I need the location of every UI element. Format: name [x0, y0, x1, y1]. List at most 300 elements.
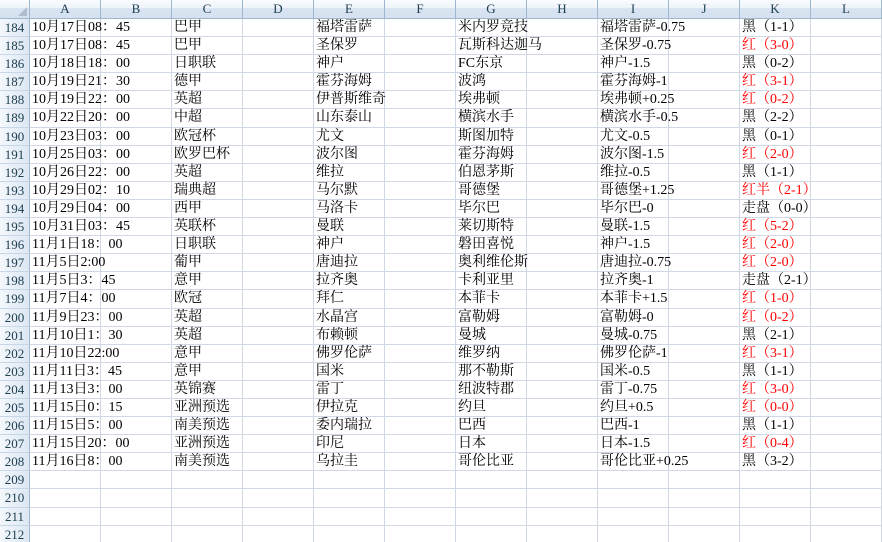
cell-league[interactable]: 南美预选 [172, 453, 243, 471]
cell-empty-H[interactable] [527, 55, 598, 73]
cell-empty-H[interactable] [527, 471, 598, 489]
cell-empty-B[interactable] [101, 218, 172, 236]
cell-empty-B[interactable] [101, 309, 172, 327]
cell-empty-H[interactable] [527, 381, 598, 399]
cell-empty-B[interactable] [101, 526, 172, 542]
cell-away-team[interactable]: 日本 [456, 435, 527, 453]
cell-empty-D[interactable] [243, 272, 314, 290]
cell-handicap[interactable]: 唐迪拉-0.75 [598, 254, 669, 272]
row-header[interactable]: 188 [0, 91, 30, 109]
cell-league[interactable]: 英联杯 [172, 218, 243, 236]
cell-empty-J[interactable] [669, 109, 740, 127]
cell-home-team[interactable]: 伊普斯维奇 [314, 91, 385, 109]
cell-empty-F[interactable] [385, 218, 456, 236]
cell-empty-L[interactable] [811, 508, 882, 526]
cell-empty-L[interactable] [811, 417, 882, 435]
cell-home-team[interactable]: 马尔默 [314, 182, 385, 200]
cell-empty-D[interactable] [243, 91, 314, 109]
cell-empty-J[interactable] [669, 399, 740, 417]
cell-empty-H[interactable] [527, 417, 598, 435]
cell-handicap[interactable]: 维拉-0.5 [598, 164, 669, 182]
cell-empty-L[interactable] [811, 91, 882, 109]
cell-empty-L[interactable] [811, 55, 882, 73]
cell-result[interactable]: 黑（1-1） [740, 417, 811, 435]
cell-away-team[interactable]: 约旦 [456, 399, 527, 417]
cell-handicap[interactable]: 拉齐奥-1 [598, 272, 669, 290]
cell-league[interactable]: 意甲 [172, 363, 243, 381]
cell-home-team[interactable] [314, 508, 385, 526]
cell-home-team[interactable]: 神户 [314, 55, 385, 73]
cell-empty-D[interactable] [243, 489, 314, 507]
cell-empty-H[interactable] [527, 399, 598, 417]
cell-empty-L[interactable] [811, 453, 882, 471]
cell-empty-J[interactable] [669, 345, 740, 363]
cell-empty-J[interactable] [669, 128, 740, 146]
cell-empty-D[interactable] [243, 218, 314, 236]
cell-result[interactable]: 红（2-0） [740, 254, 811, 272]
cell-league[interactable]: 英超 [172, 309, 243, 327]
cell-home-team[interactable]: 拉齐奥 [314, 272, 385, 290]
cell-league[interactable]: 葡甲 [172, 254, 243, 272]
cell-date[interactable]: 10月25日03：00 [30, 146, 101, 164]
cell-date[interactable] [30, 526, 101, 542]
column-header-L[interactable]: L [811, 0, 882, 18]
column-header-H[interactable]: H [527, 0, 598, 18]
cell-empty-B[interactable] [101, 489, 172, 507]
row-header[interactable]: 195 [0, 218, 30, 236]
cell-away-team[interactable]: 毕尔巴 [456, 200, 527, 218]
cell-home-team[interactable]: 圣保罗 [314, 37, 385, 55]
cell-league[interactable]: 亚洲预选 [172, 435, 243, 453]
cell-league[interactable]: 西甲 [172, 200, 243, 218]
cell-empty-F[interactable] [385, 526, 456, 542]
cell-empty-D[interactable] [243, 508, 314, 526]
cell-result[interactable]: 红（0-4） [740, 435, 811, 453]
cell-empty-H[interactable] [527, 254, 598, 272]
cell-empty-L[interactable] [811, 146, 882, 164]
cell-result[interactable]: 黑（3-2） [740, 453, 811, 471]
cell-empty-L[interactable] [811, 363, 882, 381]
cell-result[interactable]: 黑（1-1） [740, 164, 811, 182]
cell-result[interactable]: 红（3-1） [740, 345, 811, 363]
cell-empty-H[interactable] [527, 453, 598, 471]
cell-empty-J[interactable] [669, 19, 740, 37]
cell-empty-D[interactable] [243, 236, 314, 254]
cell-home-team[interactable]: 维拉 [314, 164, 385, 182]
cell-empty-H[interactable] [527, 200, 598, 218]
cell-empty-B[interactable] [101, 254, 172, 272]
cell-home-team[interactable]: 福塔雷萨 [314, 19, 385, 37]
cell-league[interactable]: 巴甲 [172, 19, 243, 37]
cell-empty-J[interactable] [669, 471, 740, 489]
cell-empty-F[interactable] [385, 128, 456, 146]
cell-empty-J[interactable] [669, 254, 740, 272]
cell-away-team[interactable]: 霍芬海姆 [456, 146, 527, 164]
cell-date[interactable]: 10月29日02：10 [30, 182, 101, 200]
cell-empty-F[interactable] [385, 435, 456, 453]
cell-empty-L[interactable] [811, 435, 882, 453]
cell-handicap[interactable]: 巴西-1 [598, 417, 669, 435]
cell-empty-L[interactable] [811, 19, 882, 37]
row-header[interactable]: 193 [0, 182, 30, 200]
cell-home-team[interactable]: 国米 [314, 363, 385, 381]
cell-empty-J[interactable] [669, 272, 740, 290]
cell-home-team[interactable]: 委内瑞拉 [314, 417, 385, 435]
cell-date[interactable]: 10月29日04：00 [30, 200, 101, 218]
cell-empty-B[interactable] [101, 109, 172, 127]
cell-league[interactable]: 巴甲 [172, 37, 243, 55]
cell-date[interactable]: 10月18日18：00 [30, 55, 101, 73]
cell-empty-B[interactable] [101, 200, 172, 218]
cell-league[interactable] [172, 526, 243, 542]
cell-date[interactable]: 11月9日23：00 [30, 309, 101, 327]
column-header-J[interactable]: J [669, 0, 740, 18]
column-header-D[interactable]: D [243, 0, 314, 18]
cell-away-team[interactable]: 磐田喜悦 [456, 236, 527, 254]
cell-empty-D[interactable] [243, 200, 314, 218]
cell-date[interactable] [30, 508, 101, 526]
cell-league[interactable]: 欧罗巴杯 [172, 146, 243, 164]
cell-empty-L[interactable] [811, 309, 882, 327]
cell-empty-J[interactable] [669, 508, 740, 526]
row-header[interactable]: 207 [0, 435, 30, 453]
cell-empty-B[interactable] [101, 471, 172, 489]
cell-empty-H[interactable] [527, 345, 598, 363]
cell-league[interactable] [172, 471, 243, 489]
cell-handicap[interactable]: 本菲卡+1.5 [598, 290, 669, 308]
row-header[interactable]: 185 [0, 37, 30, 55]
cell-empty-B[interactable] [101, 272, 172, 290]
cell-empty-J[interactable] [669, 55, 740, 73]
cell-empty-L[interactable] [811, 399, 882, 417]
row-header[interactable]: 205 [0, 399, 30, 417]
cell-handicap[interactable]: 佛罗伦萨-1 [598, 345, 669, 363]
cell-league[interactable]: 瑞典超 [172, 182, 243, 200]
row-header[interactable]: 210 [0, 489, 30, 507]
cell-league[interactable]: 英超 [172, 91, 243, 109]
cell-away-team[interactable]: 米内罗竞技 [456, 19, 527, 37]
cell-handicap[interactable]: 哥伦比亚+0.25 [598, 453, 669, 471]
cell-empty-H[interactable] [527, 164, 598, 182]
cell-away-team[interactable]: 奥利维伦斯 [456, 254, 527, 272]
cell-empty-H[interactable] [527, 19, 598, 37]
cell-empty-B[interactable] [101, 73, 172, 91]
cell-date[interactable]: 11月5日3：45 [30, 272, 101, 290]
cell-empty-J[interactable] [669, 290, 740, 308]
row-header[interactable]: 184 [0, 19, 30, 37]
cell-league[interactable]: 意甲 [172, 345, 243, 363]
cell-empty-B[interactable] [101, 55, 172, 73]
cell-result[interactable]: 黑（0-2） [740, 55, 811, 73]
cell-empty-D[interactable] [243, 254, 314, 272]
cell-empty-L[interactable] [811, 37, 882, 55]
cell-empty-H[interactable] [527, 236, 598, 254]
cell-empty-B[interactable] [101, 236, 172, 254]
cell-empty-B[interactable] [101, 37, 172, 55]
cell-empty-J[interactable] [669, 489, 740, 507]
cell-result[interactable]: 黑（1-1） [740, 19, 811, 37]
cell-result[interactable] [740, 508, 811, 526]
cell-empty-D[interactable] [243, 453, 314, 471]
cell-empty-L[interactable] [811, 272, 882, 290]
cell-date[interactable]: 10月19日22：00 [30, 91, 101, 109]
cell-date[interactable]: 10月17日08：45 [30, 19, 101, 37]
cell-empty-J[interactable] [669, 91, 740, 109]
column-header-K[interactable]: K [740, 0, 811, 18]
cell-handicap[interactable]: 毕尔巴-0 [598, 200, 669, 218]
cell-empty-F[interactable] [385, 272, 456, 290]
cell-empty-B[interactable] [101, 508, 172, 526]
cell-handicap[interactable]: 福塔雷萨-0.75 [598, 19, 669, 37]
cell-result[interactable]: 红（2-0） [740, 146, 811, 164]
cell-empty-F[interactable] [385, 91, 456, 109]
cell-empty-F[interactable] [385, 471, 456, 489]
cell-home-team[interactable]: 唐迪拉 [314, 254, 385, 272]
cell-away-team[interactable]: 那不勒斯 [456, 363, 527, 381]
cell-empty-J[interactable] [669, 363, 740, 381]
select-all-corner[interactable] [0, 0, 30, 18]
cell-empty-D[interactable] [243, 55, 314, 73]
row-header[interactable]: 191 [0, 146, 30, 164]
cell-empty-L[interactable] [811, 254, 882, 272]
cell-empty-H[interactable] [527, 128, 598, 146]
cell-empty-D[interactable] [243, 363, 314, 381]
cell-home-team[interactable]: 山东泰山 [314, 109, 385, 127]
cell-away-team[interactable]: 曼城 [456, 327, 527, 345]
cell-away-team[interactable]: 埃弗顿 [456, 91, 527, 109]
cell-away-team[interactable]: 瓦斯科达迦马 [456, 37, 527, 55]
cell-result[interactable]: 黑（2-2） [740, 109, 811, 127]
cell-away-team[interactable] [456, 526, 527, 542]
cell-empty-B[interactable] [101, 290, 172, 308]
cell-empty-D[interactable] [243, 290, 314, 308]
cell-empty-L[interactable] [811, 218, 882, 236]
cell-empty-F[interactable] [385, 146, 456, 164]
cell-result[interactable]: 红半（2-1） [740, 182, 811, 200]
cell-empty-B[interactable] [101, 453, 172, 471]
cell-away-team[interactable]: FC东京 [456, 55, 527, 73]
cell-empty-L[interactable] [811, 128, 882, 146]
cell-empty-F[interactable] [385, 200, 456, 218]
cell-date[interactable]: 10月19日21：30 [30, 73, 101, 91]
cell-empty-J[interactable] [669, 73, 740, 91]
cell-date[interactable]: 11月15日5：00 [30, 417, 101, 435]
cell-empty-L[interactable] [811, 526, 882, 542]
cell-date[interactable]: 11月5日2:00 [30, 254, 101, 272]
cell-handicap[interactable] [598, 526, 669, 542]
cell-empty-D[interactable] [243, 417, 314, 435]
cell-handicap[interactable]: 波尔图-1.5 [598, 146, 669, 164]
cell-handicap[interactable]: 国米-0.5 [598, 363, 669, 381]
row-header[interactable]: 206 [0, 417, 30, 435]
cell-empty-L[interactable] [811, 345, 882, 363]
cell-result[interactable]: 红（3-0） [740, 381, 811, 399]
cell-empty-B[interactable] [101, 91, 172, 109]
cell-away-team[interactable] [456, 471, 527, 489]
cell-league[interactable]: 中超 [172, 109, 243, 127]
cell-empty-F[interactable] [385, 236, 456, 254]
cell-empty-H[interactable] [527, 435, 598, 453]
cell-handicap[interactable]: 约旦+0.5 [598, 399, 669, 417]
column-header-G[interactable]: G [456, 0, 527, 18]
cell-league[interactable] [172, 489, 243, 507]
cell-empty-L[interactable] [811, 109, 882, 127]
row-header[interactable]: 187 [0, 73, 30, 91]
row-header[interactable]: 197 [0, 254, 30, 272]
cell-empty-L[interactable] [811, 164, 882, 182]
row-header[interactable]: 194 [0, 200, 30, 218]
cell-empty-B[interactable] [101, 363, 172, 381]
cell-empty-F[interactable] [385, 489, 456, 507]
cell-away-team[interactable]: 富勒姆 [456, 309, 527, 327]
cell-empty-D[interactable] [243, 345, 314, 363]
cell-empty-B[interactable] [101, 345, 172, 363]
cell-empty-H[interactable] [527, 146, 598, 164]
cell-date[interactable]: 10月17日08：45 [30, 37, 101, 55]
cell-away-team[interactable]: 纽波特郡 [456, 381, 527, 399]
cell-home-team[interactable]: 曼联 [314, 218, 385, 236]
cell-result[interactable] [740, 489, 811, 507]
row-header[interactable]: 189 [0, 109, 30, 127]
cell-home-team[interactable]: 波尔图 [314, 146, 385, 164]
cell-empty-H[interactable] [527, 363, 598, 381]
cell-empty-B[interactable] [101, 381, 172, 399]
cell-empty-D[interactable] [243, 109, 314, 127]
cell-empty-B[interactable] [101, 19, 172, 37]
cell-handicap[interactable] [598, 508, 669, 526]
row-header[interactable]: 192 [0, 164, 30, 182]
cell-result[interactable]: 走盘（0-0） [740, 200, 811, 218]
cell-empty-B[interactable] [101, 399, 172, 417]
cell-empty-F[interactable] [385, 327, 456, 345]
cell-league[interactable]: 日职联 [172, 236, 243, 254]
cell-empty-F[interactable] [385, 453, 456, 471]
cell-away-team[interactable]: 卡利亚里 [456, 272, 527, 290]
cell-result[interactable]: 红（1-0） [740, 290, 811, 308]
cell-date[interactable]: 10月23日03：00 [30, 128, 101, 146]
cell-handicap[interactable]: 日本-1.5 [598, 435, 669, 453]
cell-away-team[interactable]: 哥德堡 [456, 182, 527, 200]
cell-home-team[interactable]: 印尼 [314, 435, 385, 453]
cell-empty-F[interactable] [385, 290, 456, 308]
cell-home-team[interactable]: 雷丁 [314, 381, 385, 399]
cell-date[interactable]: 10月22日20：00 [30, 109, 101, 127]
cell-empty-H[interactable] [527, 37, 598, 55]
cell-empty-F[interactable] [385, 345, 456, 363]
cell-handicap[interactable]: 圣保罗-0.75 [598, 37, 669, 55]
cell-result[interactable]: 走盘（2-1） [740, 272, 811, 290]
cell-home-team[interactable]: 霍芬海姆 [314, 73, 385, 91]
cell-away-team[interactable]: 斯图加特 [456, 128, 527, 146]
cell-empty-H[interactable] [527, 489, 598, 507]
cell-result[interactable]: 黑（0-1） [740, 128, 811, 146]
cell-result[interactable]: 红（3-1） [740, 73, 811, 91]
cell-date[interactable]: 11月10日22:00 [30, 345, 101, 363]
cell-result[interactable]: 红（5-2） [740, 218, 811, 236]
cell-empty-J[interactable] [669, 327, 740, 345]
cell-away-team[interactable] [456, 508, 527, 526]
cell-league[interactable]: 亚洲预选 [172, 399, 243, 417]
row-header[interactable]: 199 [0, 290, 30, 308]
cell-empty-B[interactable] [101, 128, 172, 146]
cell-date[interactable]: 11月15日0：15 [30, 399, 101, 417]
cell-home-team[interactable]: 神户 [314, 236, 385, 254]
cell-league[interactable]: 欧冠 [172, 290, 243, 308]
cell-empty-D[interactable] [243, 128, 314, 146]
cell-empty-F[interactable] [385, 19, 456, 37]
cell-empty-J[interactable] [669, 417, 740, 435]
cell-empty-F[interactable] [385, 399, 456, 417]
cell-handicap[interactable]: 哥德堡+1.25 [598, 182, 669, 200]
cell-handicap[interactable]: 曼城-0.75 [598, 327, 669, 345]
cell-empty-L[interactable] [811, 200, 882, 218]
cell-empty-L[interactable] [811, 290, 882, 308]
cell-empty-J[interactable] [669, 146, 740, 164]
cell-league[interactable]: 南美预选 [172, 417, 243, 435]
cell-empty-H[interactable] [527, 182, 598, 200]
cell-empty-F[interactable] [385, 73, 456, 91]
cell-empty-H[interactable] [527, 91, 598, 109]
row-header[interactable]: 203 [0, 363, 30, 381]
cell-empty-J[interactable] [669, 453, 740, 471]
cell-empty-D[interactable] [243, 73, 314, 91]
cell-date[interactable]: 11月1日18：00 [30, 236, 101, 254]
cell-league[interactable]: 日职联 [172, 55, 243, 73]
cell-empty-B[interactable] [101, 435, 172, 453]
row-header[interactable]: 198 [0, 272, 30, 290]
cell-result[interactable] [740, 471, 811, 489]
cell-empty-H[interactable] [527, 73, 598, 91]
cell-empty-H[interactable] [527, 290, 598, 308]
cell-result[interactable]: 红（2-0） [740, 236, 811, 254]
column-header-A[interactable]: A [30, 0, 101, 18]
cell-result[interactable]: 红（0-2） [740, 309, 811, 327]
cell-handicap[interactable]: 雷丁-0.75 [598, 381, 669, 399]
cell-handicap[interactable]: 神户-1.5 [598, 236, 669, 254]
cell-result[interactable]: 黑（2-1） [740, 327, 811, 345]
cell-handicap[interactable] [598, 489, 669, 507]
cell-handicap[interactable] [598, 471, 669, 489]
cell-empty-H[interactable] [527, 218, 598, 236]
cell-empty-F[interactable] [385, 55, 456, 73]
cell-empty-J[interactable] [669, 182, 740, 200]
cell-league[interactable]: 英超 [172, 327, 243, 345]
cell-empty-F[interactable] [385, 363, 456, 381]
cell-handicap[interactable]: 曼联-1.5 [598, 218, 669, 236]
cell-away-team[interactable]: 哥伦比亚 [456, 453, 527, 471]
cell-handicap[interactable]: 富勒姆-0 [598, 309, 669, 327]
row-header[interactable]: 202 [0, 345, 30, 363]
cell-empty-L[interactable] [811, 182, 882, 200]
cell-result[interactable]: 红（0-0） [740, 399, 811, 417]
cell-empty-F[interactable] [385, 309, 456, 327]
row-header[interactable]: 209 [0, 471, 30, 489]
cell-home-team[interactable]: 拜仁 [314, 290, 385, 308]
cell-empty-J[interactable] [669, 435, 740, 453]
cell-empty-L[interactable] [811, 236, 882, 254]
cell-empty-B[interactable] [101, 182, 172, 200]
cell-empty-L[interactable] [811, 489, 882, 507]
cell-empty-F[interactable] [385, 182, 456, 200]
column-header-I[interactable]: I [598, 0, 669, 18]
cell-empty-H[interactable] [527, 526, 598, 542]
cell-empty-F[interactable] [385, 508, 456, 526]
cell-handicap[interactable]: 尤文-0.5 [598, 128, 669, 146]
row-header[interactable]: 200 [0, 309, 30, 327]
cell-empty-F[interactable] [385, 164, 456, 182]
cell-home-team[interactable]: 马洛卡 [314, 200, 385, 218]
cell-empty-L[interactable] [811, 327, 882, 345]
